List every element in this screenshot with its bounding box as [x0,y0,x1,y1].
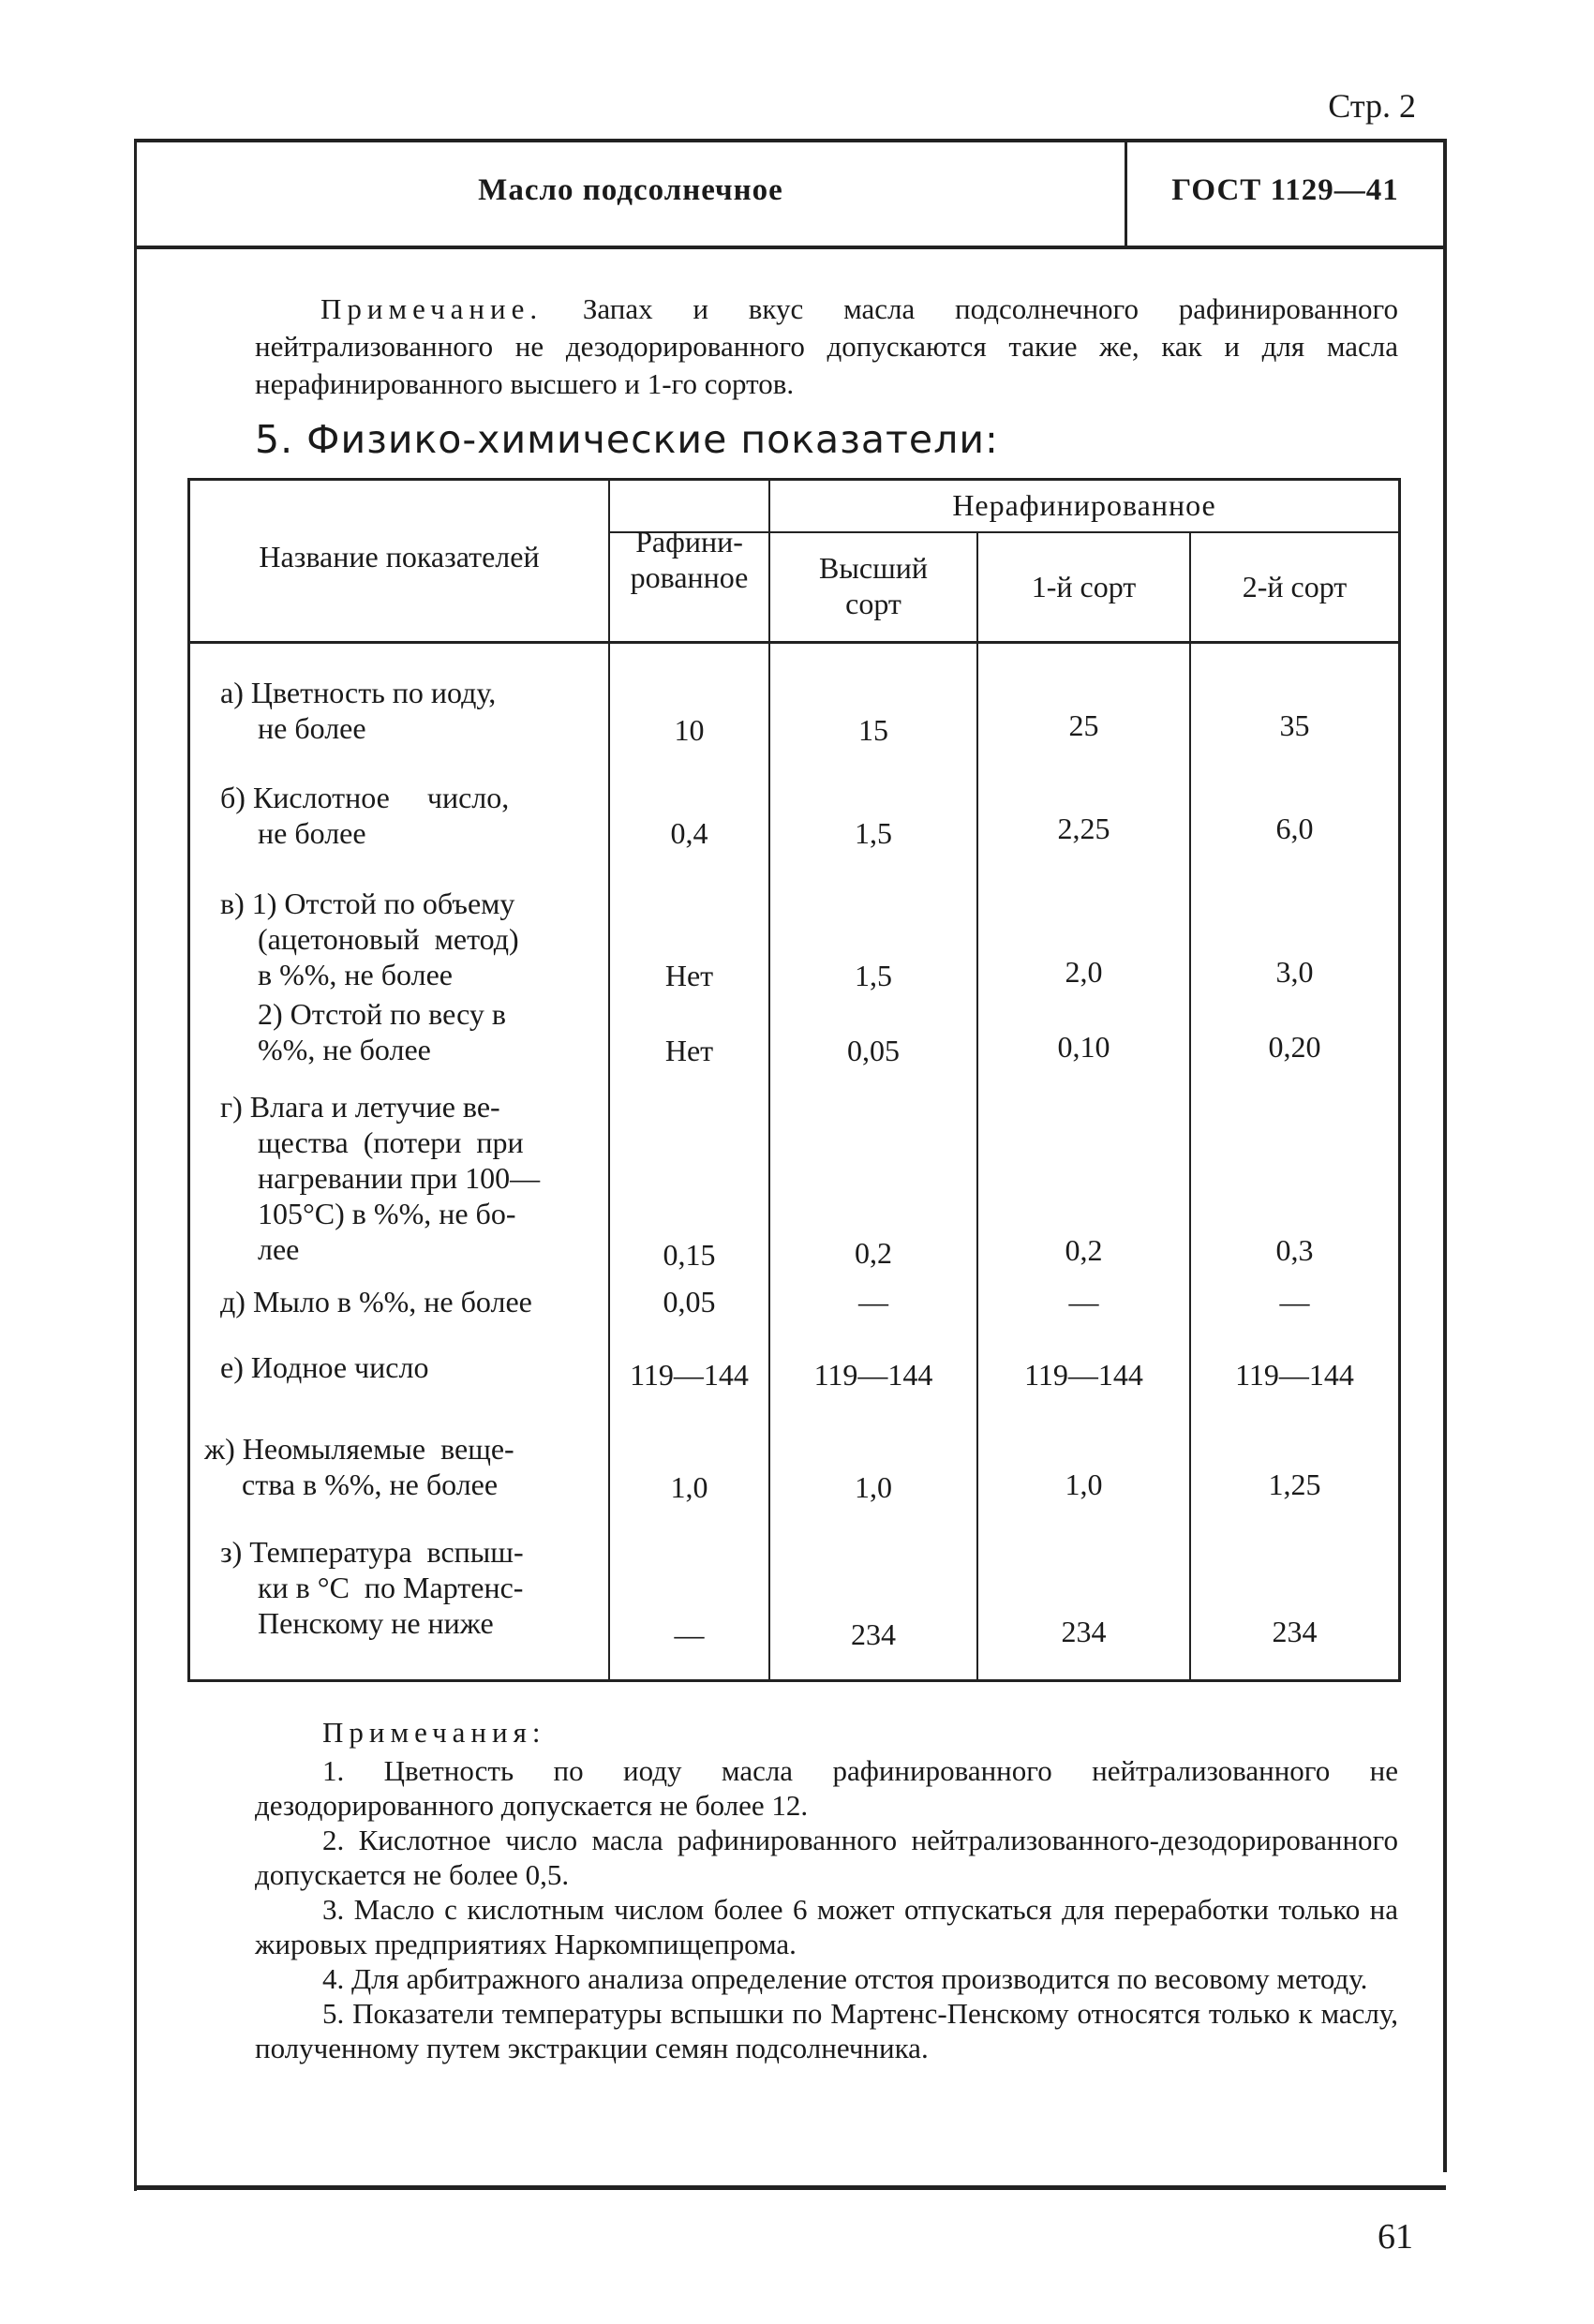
cell-iodine-premium: 119—144 [813,1358,933,1392]
cell-unsaponifiable-second: 1,25 [1268,1467,1321,1501]
cell-iodine-refined: 119—144 [630,1358,749,1392]
cell-moisture-second: 0,3 [1275,1233,1314,1267]
cell-acid-second: 6,0 [1275,812,1314,845]
cell-soap-refined: 0,05 [663,1285,716,1318]
cell-soap-premium: — [858,1285,888,1318]
cell-unsaponifiable-refined: 1,0 [670,1470,708,1504]
cell-acid-first: 2,25 [1057,812,1110,845]
cell-iodine-second: 119—144 [1235,1358,1354,1392]
cell-sediment-volume-second: 3,0 [1275,955,1314,989]
row-label-moisture: г) Влага и летучие ве- щества (потери при нагревании при 100— 105°С) в %%, не бо- лее [220,1090,541,1266]
row-label-iodine: е) Иодное число [220,1350,429,1384]
col-rule-4 [1189,531,1191,1680]
indicators-table [187,478,1401,1682]
table-bottom-rule [187,1679,1401,1682]
row-label-acid: б) Кислотное число, не более [220,781,510,850]
row-label-color: а) Цветность по иоду, не более [220,676,497,745]
cell-moisture-premium: 0,2 [855,1236,892,1270]
cell-soap-first: — [1068,1285,1099,1318]
cell-acid-refined: 0,4 [670,816,708,850]
cell-iodine-first: 119—144 [1024,1358,1143,1392]
cell-flash-first: 234 [1061,1615,1107,1648]
table-right-rule [1398,478,1401,1682]
product-title: Масло подсолнечное [478,173,783,207]
note-item: 1. Цветность по иоду масла рафинированного нейтрализованного не дезодорированного допускается не более 12. [255,1754,1398,1822]
cell-sediment-volume-first: 2,0 [1065,955,1103,989]
header-first: 1-й сорт [1031,570,1137,603]
table-header-rule [187,641,1401,644]
footer-rule [134,2185,1446,2190]
note-item: 4. Для арбитражного анализа определение отстоя производится по весовому методу. [322,1962,1368,1995]
cell-color-second: 35 [1279,708,1310,742]
row-label-sediment-weight: 2) Отстой по весу в %%, не более [258,997,506,1066]
row-label-unsaponifiable: ж) Неомыляемые веще- ства в %%, не более [204,1432,514,1501]
cell-moisture-refined: 0,15 [663,1238,716,1272]
page-number-label: Стр. 2 [1328,87,1416,125]
footer-page-number: 61 [1378,2217,1413,2257]
header-top-rule [134,139,1446,142]
cell-flash-premium: 234 [851,1617,896,1651]
cell-unsaponifiable-first: 1,0 [1065,1467,1103,1501]
cell-sediment-volume-premium: 1,5 [855,959,892,992]
cell-sediment-weight-second: 0,20 [1268,1030,1321,1064]
header-unrefined-group: Нерафинированное [952,488,1216,522]
cell-sediment-weight-refined: Нет [664,1034,714,1067]
top-note-label: Примечание. [320,292,544,325]
cell-sediment-volume-refined: Нет [664,959,714,992]
frame-right-rule [1443,139,1447,2172]
frame-left-rule [134,139,137,2191]
row-label-flash-point: з) Температура вспыш- ки в °С по Мартенс- Пенскому не ниже [220,1535,524,1640]
cell-flash-refined: — [674,1617,705,1651]
cell-color-premium: 15 [858,713,888,747]
top-note [255,290,1398,403]
cell-color-first: 25 [1068,708,1099,742]
cell-sediment-weight-premium: 0,05 [847,1034,900,1067]
cell-moisture-first: 0,2 [1065,1233,1103,1267]
top-note-text: Запах и вкус масла подсолнечного рафинированного нейтрализованного не дезодорированного допускаются такие же, как и для масла нерафинированного высшего и 1-го сортов. [255,292,1398,400]
cell-sediment-weight-first: 0,10 [1057,1030,1110,1064]
cell-soap-second: — [1279,1285,1310,1318]
note-item: 2. Кислотное число масла рафинированного нейтрализованного-дезодорированного допускается не более 0,5. [255,1824,1398,1891]
header-bottom-rule [134,246,1446,249]
note-item: 5. Показатели температуры вспышки по Мартенс-Пенскому относятся только к маслу, полученному путем экстракции семян подсолнечника. [255,1997,1398,2064]
cell-color-refined: 10 [674,713,705,747]
col-rule-3 [976,531,978,1680]
section-title: 5. Физико-химические показатели: [255,417,999,462]
cell-unsaponifiable-premium: 1,0 [855,1470,892,1504]
standard-number: ГОСТ 1129—41 [1171,173,1399,207]
header-second: 2-й сорт [1242,570,1348,603]
row-label-soap: д) Мыло в %%, не более [220,1285,532,1318]
header-refined: Рафини- рованное [630,525,749,594]
table-left-rule [187,478,190,1682]
row-label-sediment-volume: в) 1) Отстой по объему (ацетоновый метод) в %%, не более [220,886,519,991]
note-item: 3. Масло с кислотным числом более 6 может отпускаться для переработки только на жировых предприятиях Наркомпищепрома. [255,1893,1398,1960]
cell-acid-premium: 1,5 [855,816,892,850]
header-name: Название показателей [259,540,540,574]
cell-flash-second: 234 [1272,1615,1318,1648]
table-top-rule [187,478,1401,481]
header-premium: Высший сорт [819,551,928,620]
notes-heading: Примечания: [322,1716,546,1749]
notes-block [255,1715,1398,2065]
